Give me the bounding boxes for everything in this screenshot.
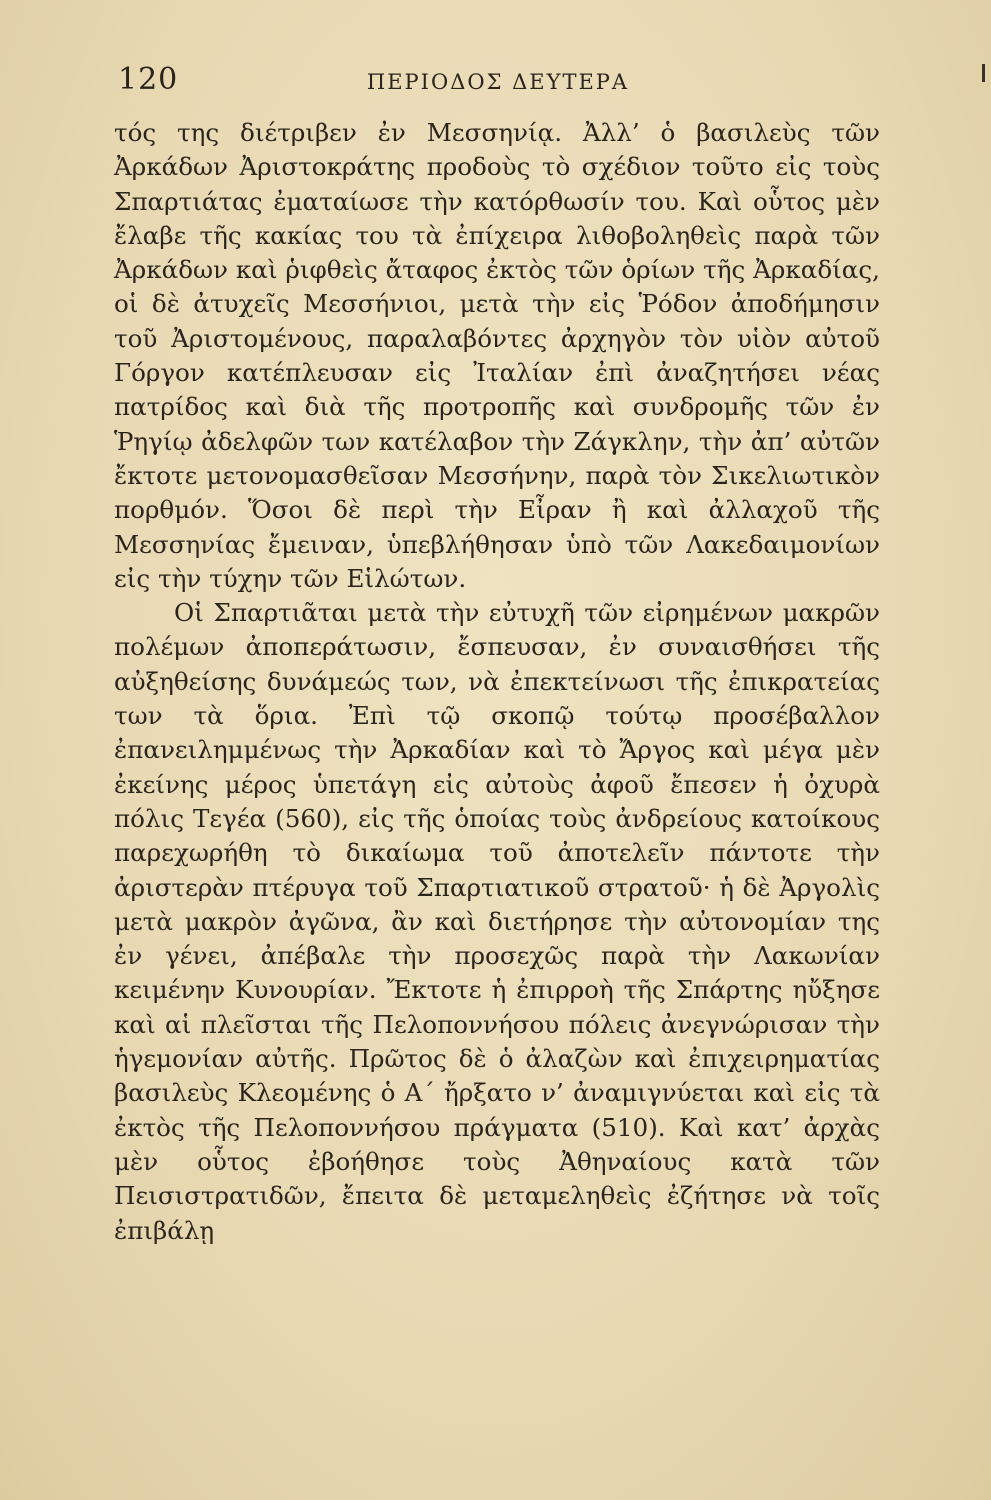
paragraph-2: Οἱ Σπαρτιᾶται μετὰ τὴν εὐτυχῆ τῶν εἰρημένων μακρῶν πολέμων ἀποπεράτωσιν, ἔσπευσαν, ἐν συναισθήσει τῆς αὐξηθείσης δυνάμεώς των, νὰ ἐπεκτείνωσι τῆς ἐπικρατείας των τὰ ὅρια. Ἐπὶ τῷ σκοπῷ τούτῳ προσέβαλλον ἐπανειλημμένως τὴν Ἀρκαδίαν καὶ τὸ Ἄργος καὶ μέγα μὲν ἐκείνης μέρος ὑπετάγη εἰς αὐτοὺς ἀφοῦ ἔπεσεν ἡ ὀχυρὰ πόλις Τεγέα (560), εἰς τῆς ὁποίας τοὺς ἀνδρείους κατοίκους παρεχωρήθη τὸ δικαίωμα τοῦ ἀποτελεῖν πάντοτε τὴν ἀριστερὰν πτέρυγα τοῦ Σπαρτιατικοῦ στρατοῦ· ἡ δὲ Ἀργολὶς μετὰ μακρὸν ἀγῶνα, ἂν καὶ διετήρησε τὴν αὐτονομίαν της ἐν γένει, ἀπέβαλε τὴν προσεχῶς παρὰ τὴν Λακωνίαν κειμένην Κυνουρίαν. Ἔκτοτε ἡ ἐπιρροὴ τῆς Σπάρτης ηὔξησε καὶ αἱ πλεῖσται τῆς Πελοποννήσου πόλεις ἀνεγνώρισαν τὴν ἡγεμονίαν αὐτῆς. Πρῶτος δὲ ὁ ἀλαζὼν καὶ ἐπιχειρηματίας βασιλεὺς Κλεομένης ὁ Α΄ ἤρξατο ν’ ἀναμιγνύεται καὶ εἰς τὰ ἐκτὸς τῆς Πελοποννήσου πράγματα (510). Καὶ κατ’ ἀρχὰς μὲν οὗτος ἐβοήθησε τοὺς Ἀθηναίους κατὰ τῶν Πεισιστρατιδῶν, ἔπειτα δὲ μεταμεληθεὶς ἐζήτησε νὰ τοῖς ἐπιβάλῃ <box>114 598 880 1245</box>
page-header <box>118 62 878 102</box>
running-head: ΠΕΡΙΟΔΟΣ ΔΕΥΤΕΡΑ <box>366 70 630 94</box>
body-text <box>114 116 880 1248</box>
page-edge-mark <box>982 64 985 82</box>
paragraph-1: τός της διέτριβεν ἐν Μεσσηνίᾳ. Ἀλλ’ ὁ βασιλεὺς τῶν Ἀρκάδων Ἀριστοκράτης προδοὺς τὸ σχέδιον τοῦτο εἰς τοὺς Σπαρτιάτας ἐματαίωσε τὴν κατόρθωσίν του. Καὶ οὗτος μὲν ἔλαβε τῆς κακίας του τὰ ἐπίχειρα λιθοβοληθεὶς παρὰ τῶν Ἀρκάδων καὶ ῥιφθεὶς ἄταφος ἐκτὸς τῶν ὁρίων τῆς Ἀρκαδίας, οἱ δὲ ἀτυχεῖς Μεσσήνιοι, μετὰ τὴν εἰς Ῥόδον ἀποδήμησιν τοῦ Ἀριστομένους, παραλαβόντες ἀρχηγὸν τὸν υἱὸν αὐτοῦ Γόργον κατέπλευσαν εἰς Ἰταλίαν ἐπὶ ἀναζητήσει νέας πατρίδος καὶ διὰ τῆς προτροπῆς καὶ συνδρομῆς τῶν ἐν Ῥηγίῳ ἀδελφῶν των κατέλαβον τὴν Ζάγκλην, τὴν ἀπ’ αὐτῶν ἔκτοτε μετονομασθεῖσαν Μεσσήνην, παρὰ τὸν Σικελιωτικὸν πορθμόν. Ὅσοι δὲ περὶ τὴν Εἶραν ἢ καὶ ἀλλαχοῦ τῆς Μεσσηνίας ἔμειναν, ὑπεβλήθησαν ὑπὸ τῶν Λακεδαιμονίων εἰς τὴν τύχην τῶν Εἱλώτων. <box>114 118 880 593</box>
page-number: 120 <box>118 62 179 97</box>
